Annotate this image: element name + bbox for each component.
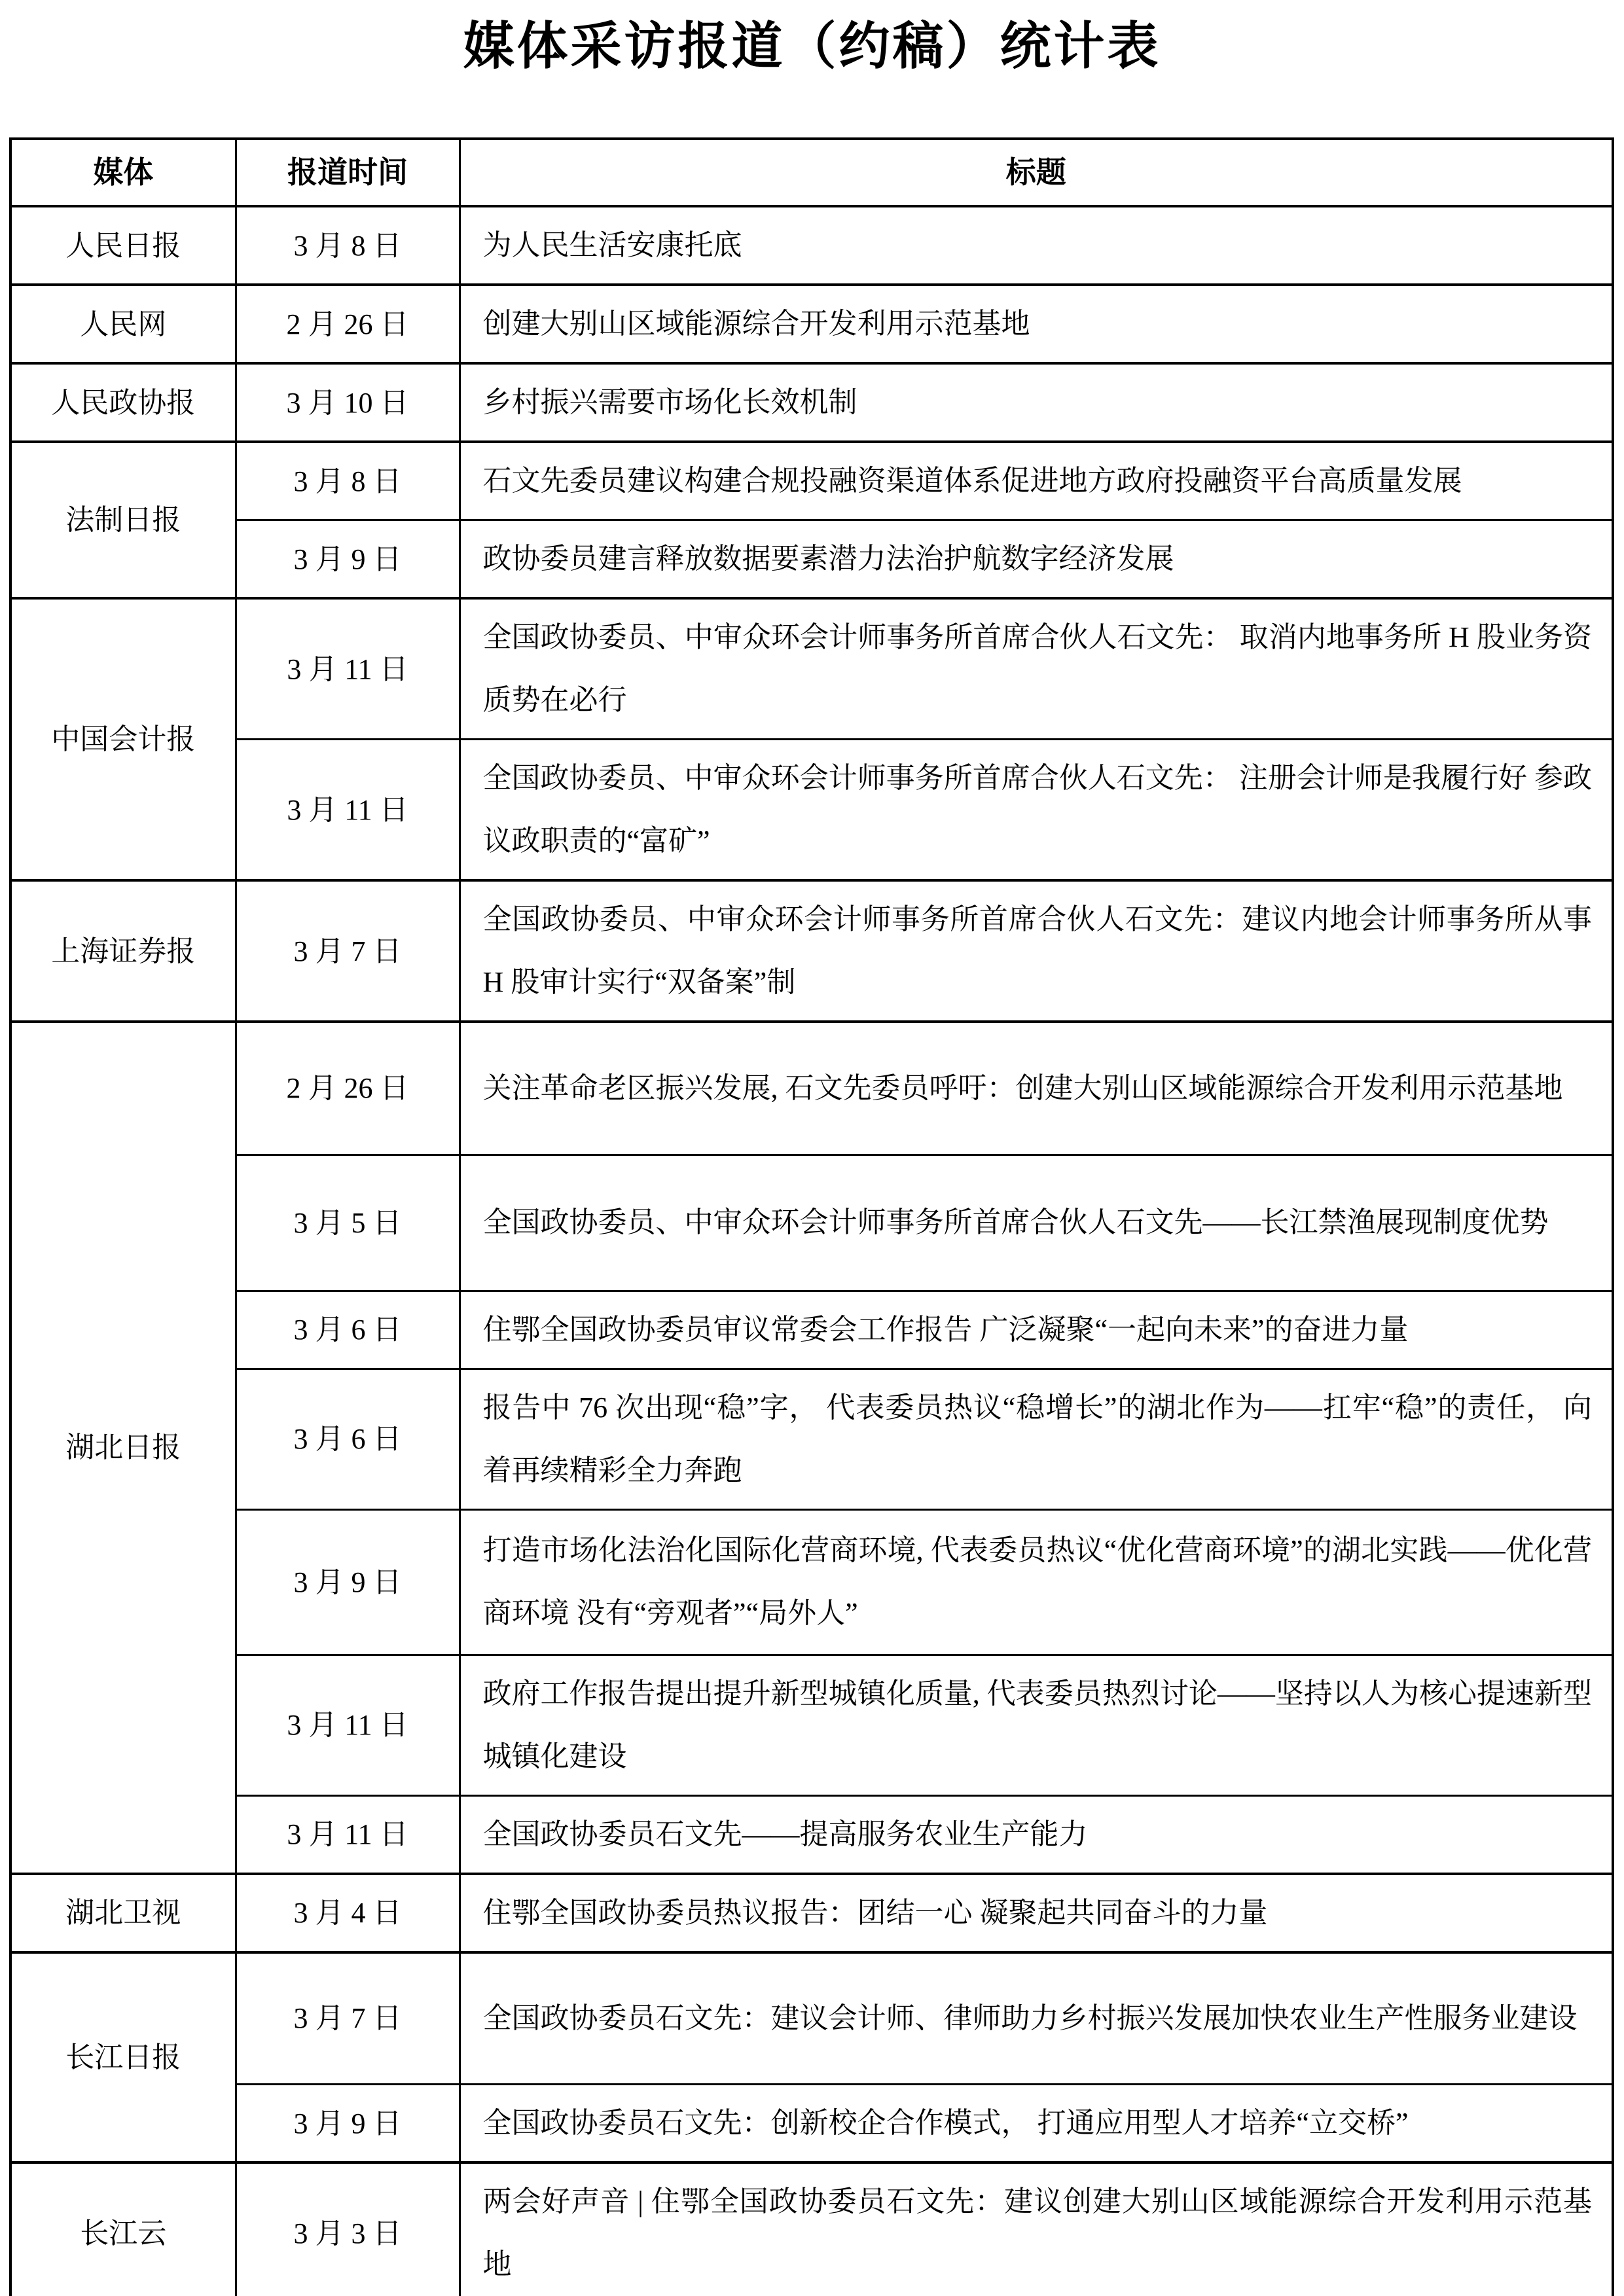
report-title-text: 为人民生活安康托底 [482,229,742,261]
report-date-cell: 2 月 26 日 [236,285,460,363]
report-title-text: 政协委员建言释放数据要素潜力法治护航数字经济发展 [482,543,1174,575]
table-row [10,285,1613,363]
table-row [10,1952,1613,2085]
report-date-cell: 3 月 7 日 [236,880,460,1022]
table-row [10,206,1613,285]
report-title-text: 关注革命老区振兴发展, 石文先委员呼吁：创建大别山区域能源综合开发利用示范基地 [482,1071,1563,1104]
media-name-cell: 人民政协报 [10,363,236,442]
report-date-cell: 3 月 9 日 [236,2085,460,2163]
media-report-table [9,137,1614,2296]
media-name-cell: 中国会计报 [10,598,236,880]
report-date-cell: 3 月 8 日 [236,206,460,285]
table-row [10,2162,1613,2296]
report-title-text: 石文先委员建议构建合规投融资渠道体系促进地方政府投融资平台高质量发展 [482,465,1462,497]
report-date-cell: 3 月 11 日 [236,598,460,740]
report-title-cell [460,1509,1613,1655]
report-date-cell: 3 月 5 日 [236,1155,460,1291]
table-row [10,598,1613,740]
table-row [10,1155,1613,1291]
table-row [10,1509,1613,1655]
report-date-cell: 3 月 4 日 [236,1874,460,1952]
media-name-cell: 长江云 [10,2162,236,2296]
report-title-cell [460,1874,1613,1952]
table-row [10,520,1613,599]
column-header-date: 报道时间 [236,139,460,206]
page-title: 媒体采访报道（约稿）统计表 [463,17,1161,75]
report-date-cell: 3 月 11 日 [236,1795,460,1874]
report-date-cell: 3 月 6 日 [236,1291,460,1369]
report-title-text: 全国政协委员石文先：建议会计师、律师助力乡村振兴发展加快农业生产性服务业建设 [482,2001,1578,2034]
table-row [10,880,1613,1022]
report-date-cell: 3 月 9 日 [236,520,460,599]
report-title-cell [460,1291,1613,1369]
report-title-cell [460,363,1613,442]
report-title-text: 全国政协委员、中审众环会计师事务所首席合伙人石文先： 注册会计师是我履行好 参政议政职责的“富矿” [482,762,1592,857]
table-row [10,740,1613,881]
table-header-row [10,139,1613,206]
report-title-cell [460,1952,1613,2085]
report-title-cell [460,442,1613,520]
report-title-text: 全国政协委员、中审众环会计师事务所首席合伙人石文先：建议内地会计师事务所从事 H 股审计实行“双备案”制 [482,903,1592,998]
report-title-text: 全国政协委员、中审众环会计师事务所首席合伙人石文先——长江禁渔展现制度优势 [482,1206,1549,1238]
report-title-cell [460,740,1613,881]
report-date-cell: 2 月 26 日 [236,1022,460,1155]
report-title-cell [460,1022,1613,1155]
table-row [10,1291,1613,1369]
table-row [10,1369,1613,1509]
column-header-media: 媒体 [10,139,236,206]
report-date-cell: 3 月 11 日 [236,740,460,881]
report-title-cell [460,206,1613,285]
report-title-cell [460,2162,1613,2296]
report-title-text: 报告中 76 次出现“稳”字， 代表委员热议“稳增长”的湖北作为——扛牢“稳”的责任， 向着再续精彩全力奔跑 [482,1391,1592,1486]
media-name-cell: 人民日报 [10,206,236,285]
report-title-cell [460,1155,1613,1291]
table-row [10,442,1613,520]
report-title-text: 两会好声音 | 住鄂全国政协委员石文先：建议创建大别山区域能源综合开发利用示范基地 [482,2185,1592,2280]
media-name-cell: 人民网 [10,285,236,363]
report-title-text: 政府工作报告提出提升新型城镇化质量, 代表委员热烈讨论——坚持以人为核心提速新型城镇化建设 [482,1677,1592,1772]
table-row [10,363,1613,442]
table-row [10,2085,1613,2163]
report-title-text: 打造市场化法治化国际化营商环境, 代表委员热议“优化营商环境”的湖北实践——优化营商环境 没有“旁观者”“局外人” [482,1534,1592,1629]
report-date-cell: 3 月 7 日 [236,1952,460,2085]
report-date-cell: 3 月 6 日 [236,1369,460,1509]
media-name-cell: 上海证券报 [10,880,236,1022]
report-title-text: 住鄂全国政协委员热议报告：团结一心 凝聚起共同奋斗的力量 [482,1896,1268,1929]
report-title-text: 住鄂全国政协委员审议常委会工作报告 广泛凝聚“一起向未来”的奋进力量 [482,1313,1409,1346]
report-title-cell [460,598,1613,740]
media-name-cell: 湖北日报 [10,1022,236,1874]
table-row [10,1022,1613,1155]
report-title-cell [460,1795,1613,1874]
media-name-cell: 湖北卫视 [10,1874,236,1952]
report-title-cell [460,1369,1613,1509]
report-title-cell [460,285,1613,363]
media-name-cell: 长江日报 [10,1952,236,2163]
report-title-text: 全国政协委员石文先：创新校企合作模式， 打通应用型人才培养“立交桥” [482,2107,1409,2139]
report-title-cell [460,520,1613,599]
report-title-text: 全国政协委员、中审众环会计师事务所首席合伙人石文先： 取消内地事务所 H 股业务资质势在必行 [482,621,1592,716]
column-header-title: 标题 [460,139,1613,206]
report-date-cell: 3 月 11 日 [236,1655,460,1795]
report-date-cell: 3 月 8 日 [236,442,460,520]
report-date-cell: 3 月 3 日 [236,2162,460,2296]
media-name-cell: 法制日报 [10,442,236,598]
report-date-cell: 3 月 9 日 [236,1509,460,1655]
report-title-text: 乡村振兴需要市场化长效机制 [482,386,857,418]
table-row [10,1874,1613,1952]
table-row [10,1655,1613,1795]
report-title-text: 创建大别山区域能源综合开发利用示范基地 [482,308,1030,340]
report-title-cell [460,880,1613,1022]
report-title-cell [460,2085,1613,2163]
report-title-text: 全国政协委员石文先——提高服务农业生产能力 [482,1818,1088,1850]
report-date-cell: 3 月 10 日 [236,363,460,442]
table-row [10,1795,1613,1874]
report-title-cell [460,1655,1613,1795]
